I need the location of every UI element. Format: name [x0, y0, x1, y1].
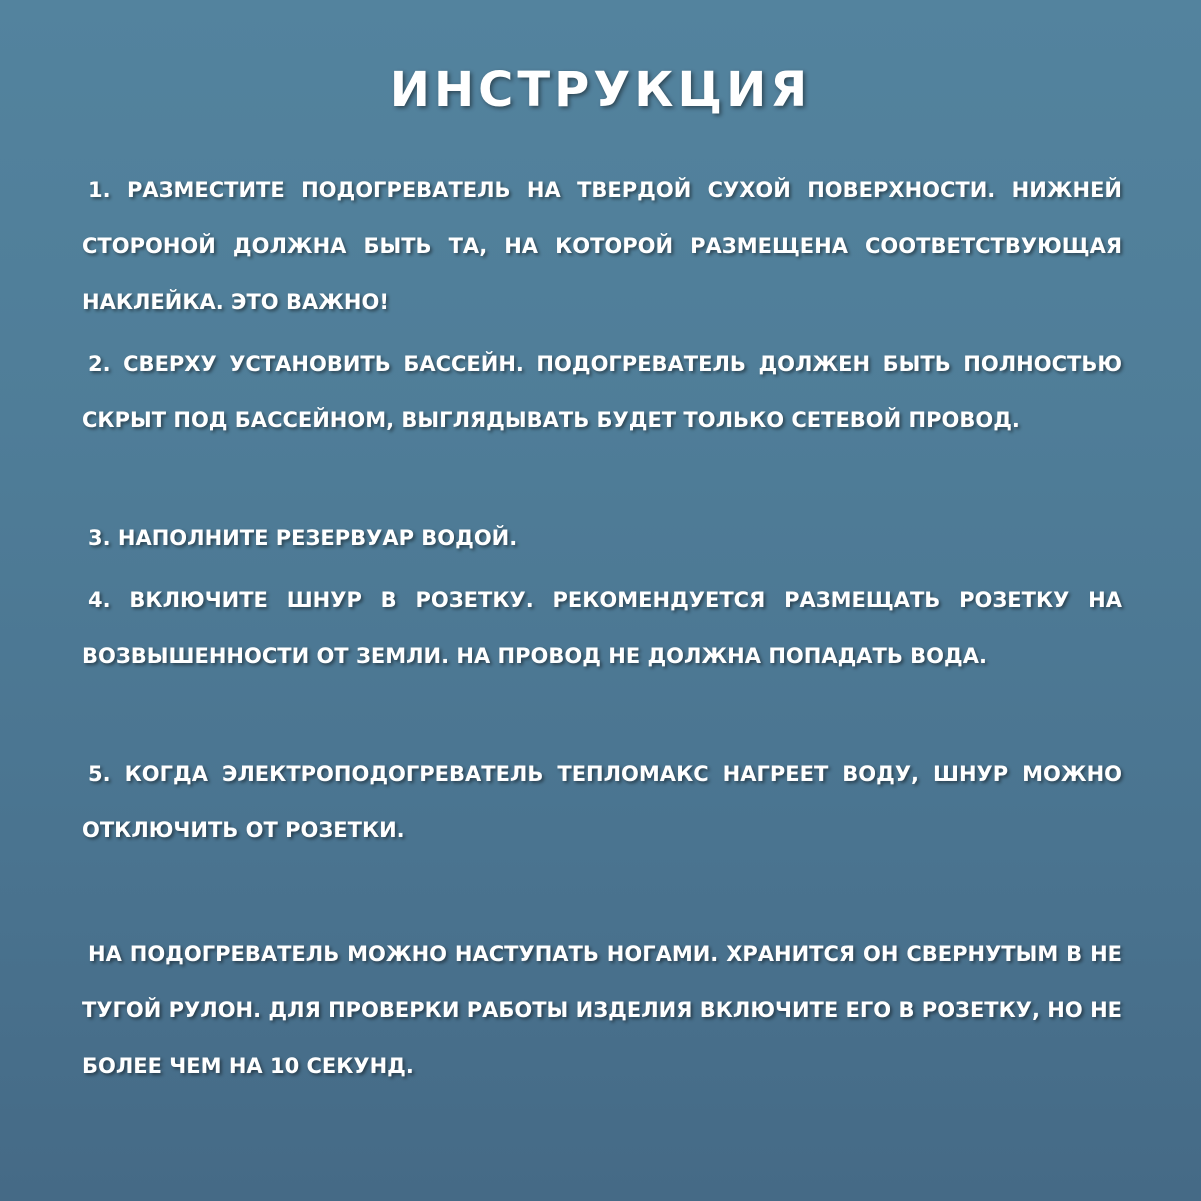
- instruction-step-5: 5. КОГДА ЭЛЕКТРОПОДОГРЕВАТЕЛЬ ТЕПЛОМАКС НАГРЕЕТ ВОДУ, ШНУР МОЖНО ОТКЛЮЧИТЬ ОТ РОЗЕТКИ.: [82, 762, 1122, 842]
- page-title: ИНСТРУКЦИЯ: [389, 62, 812, 118]
- instruction-step-4: 4. ВКЛЮЧИТЕ ШНУР В РОЗЕТКУ. РЕКОМЕНДУЕТСЯ РАЗМЕЩАТЬ РОЗЕТКУ НА ВОЗВЫШЕННОСТИ ОТ ЗЕМЛИ. НА ПРОВОД НЕ ДОЛЖНА ПОПАДАТЬ ВОДА.: [82, 588, 1122, 668]
- instruction-step-2: 2. СВЕРХУ УСТАНОВИТЬ БАССЕЙН. ПОДОГРЕВАТЕЛЬ ДОЛЖЕН БЫТЬ ПОЛНОСТЬЮ СКРЫТ ПОД БАССЕЙНОМ, ВЫГЛЯДЫВАТЬ БУДЕТ ТОЛЬКО СЕТЕВОЙ ПРОВОД.: [82, 352, 1122, 432]
- instruction-step-3: 3. НАПОЛНИТЕ РЕЗЕРВУАР ВОДОЙ.: [88, 526, 518, 550]
- usage-note: НА ПОДОГРЕВАТЕЛЬ МОЖНО НАСТУПАТЬ НОГАМИ. ХРАНИТСЯ ОН СВЕРНУТЫМ В НЕ ТУГОЙ РУЛОН. ДЛЯ ПРОВЕРКИ РАБОТЫ ИЗДЕЛИЯ ВКЛЮЧИТЕ ЕГО В РОЗЕТКУ, НО НЕ БОЛЕЕ ЧЕМ НА 10 СЕКУНД.: [82, 942, 1122, 1078]
- instruction-step-1: 1. РАЗМЕСТИТЕ ПОДОГРЕВАТЕЛЬ НА ТВЕРДОЙ СУХОЙ ПОВЕРХНОСТИ. НИЖНЕЙ СТОРОНОЙ ДОЛЖНА БЫТЬ ТА, НА КОТОРОЙ РАЗМЕЩЕНА СООТВЕТСТВУЮЩАЯ НАКЛЕЙКА. ЭТО ВАЖНО!: [82, 178, 1122, 314]
